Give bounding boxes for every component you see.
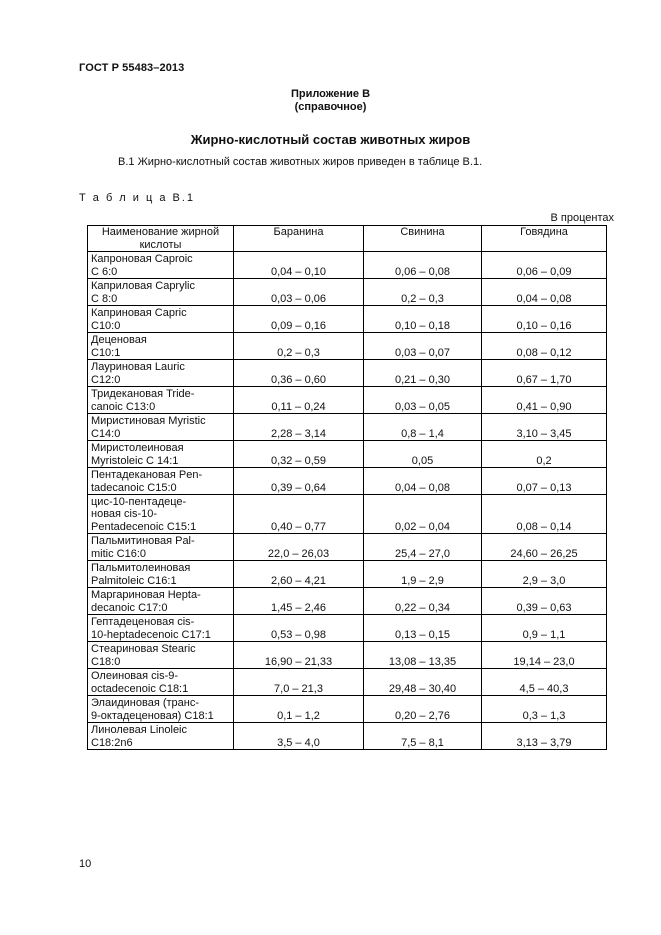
appendix-title: Приложение В [290, 88, 371, 100]
pork-value-cell: 0,05 [364, 441, 482, 468]
beef-value-cell: 19,14 – 23,0 [482, 642, 607, 669]
table-row [88, 588, 607, 615]
pork-value-cell: 25,4 – 27,0 [364, 534, 482, 561]
acid-name-cell: Пальмитолеиновая Palmitoleic C16:1 [88, 561, 234, 588]
column-header-beef: Говядина [482, 226, 607, 252]
beef-value-cell: 0,2 [482, 441, 607, 468]
intro-paragraph: В.1 Жирно-кислотный состав животных жиров приведен в таблице В.1. [118, 156, 483, 168]
acid-name-cell: Пальмитиновая Pal- mitic C16:0 [88, 534, 234, 561]
table-row [88, 534, 607, 561]
beef-value-cell: 0,3 – 1,3 [482, 696, 607, 723]
lamb-value-cell: 0,2 – 0,3 [234, 333, 364, 360]
pork-value-cell: 0,20 – 2,76 [364, 696, 482, 723]
lamb-value-cell: 22,0 – 26,03 [234, 534, 364, 561]
section-title: Жирно-кислотный состав животных жиров [190, 132, 471, 147]
beef-value-cell: 0,06 – 0,09 [482, 252, 607, 279]
table-row [88, 414, 607, 441]
table-row [88, 669, 607, 696]
page-number: 10 [79, 858, 92, 870]
document-header: ГОСТ Р 55483–2013 [79, 62, 185, 74]
acid-name-cell: Деценовая C10:1 [88, 333, 234, 360]
acid-name-cell: Маргариновая Hepta- decanoic C17:0 [88, 588, 234, 615]
lamb-value-cell: 7,0 – 21,3 [234, 669, 364, 696]
lamb-value-cell: 0,03 – 0,06 [234, 279, 364, 306]
pork-value-cell: 0,10 – 0,18 [364, 306, 482, 333]
lamb-value-cell: 2,60 – 4,21 [234, 561, 364, 588]
lamb-value-cell: 0,04 – 0,10 [234, 252, 364, 279]
table-row [88, 495, 607, 534]
acid-name-cell: Гептадеценовая cis- 10-heptadecenoic C17:1 [88, 615, 234, 642]
pork-value-cell: 0,03 – 0,05 [364, 387, 482, 414]
lamb-value-cell: 2,28 – 3,14 [234, 414, 364, 441]
acid-name-cell: Каприловая Caprylic C 8:0 [88, 279, 234, 306]
pork-value-cell: 0,22 – 0,34 [364, 588, 482, 615]
table-row [88, 441, 607, 468]
beef-value-cell: 3,13 – 3,79 [482, 723, 607, 750]
lamb-value-cell: 3,5 – 4,0 [234, 723, 364, 750]
pork-value-cell: 7,5 – 8,1 [364, 723, 482, 750]
beef-value-cell: 3,10 – 3,45 [482, 414, 607, 441]
table-row [88, 642, 607, 669]
column-header-pork: Свинина [364, 226, 482, 252]
pork-value-cell: 13,08 – 13,35 [364, 642, 482, 669]
table-row [88, 468, 607, 495]
table-row [88, 723, 607, 750]
pork-value-cell: 0,13 – 0,15 [364, 615, 482, 642]
table-row [88, 333, 607, 360]
lamb-value-cell: 1,45 – 2,46 [234, 588, 364, 615]
beef-value-cell: 0,07 – 0,13 [482, 468, 607, 495]
beef-value-cell: 4,5 – 40,3 [482, 669, 607, 696]
acid-name-cell: Миристиновая Myristic C14:0 [88, 414, 234, 441]
beef-value-cell: 0,08 – 0,12 [482, 333, 607, 360]
pork-value-cell: 29,48 – 30,40 [364, 669, 482, 696]
acid-name-cell: Стеариновая Stearic C18:0 [88, 642, 234, 669]
appendix-heading [0, 88, 661, 114]
table-header-row [88, 226, 607, 252]
table-caption: Т а б л и ц а В.1 [79, 192, 196, 204]
acid-name-cell: Капроновая Caproic C 6:0 [88, 252, 234, 279]
column-header-acid: Наименование жирной кислоты [88, 226, 234, 252]
unit-note: В процентах [550, 212, 614, 224]
lamb-value-cell: 0,09 – 0,16 [234, 306, 364, 333]
lamb-value-cell: 0,39 – 0,64 [234, 468, 364, 495]
table-row [88, 279, 607, 306]
lamb-value-cell: 0,53 – 0,98 [234, 615, 364, 642]
beef-value-cell: 0,41 – 0,90 [482, 387, 607, 414]
lamb-value-cell: 0,32 – 0,59 [234, 441, 364, 468]
table-row [88, 387, 607, 414]
acid-name-cell: Лауриновая Lauric C12:0 [88, 360, 234, 387]
pork-value-cell: 0,04 – 0,08 [364, 468, 482, 495]
lamb-value-cell: 0,1 – 1,2 [234, 696, 364, 723]
acid-name-cell: Линолевая Linoleic C18:2n6 [88, 723, 234, 750]
beef-value-cell: 0,67 – 1,70 [482, 360, 607, 387]
table-row [88, 252, 607, 279]
pork-value-cell: 0,06 – 0,08 [364, 252, 482, 279]
pork-value-cell: 0,21 – 0,30 [364, 360, 482, 387]
fatty-acid-table [87, 225, 607, 750]
acid-name-cell: Олеиновая cis-9- octadecenoic C18:1 [88, 669, 234, 696]
beef-value-cell: 0,9 – 1,1 [482, 615, 607, 642]
lamb-value-cell: 0,40 – 0,77 [234, 495, 364, 534]
column-header-lamb: Баранина [234, 226, 364, 252]
acid-name-cell: Элаидиновая (транс- 9-октадеценовая) C18:1 [88, 696, 234, 723]
acid-name-cell: Тридекановая Tride- canoic C13:0 [88, 387, 234, 414]
table-row [88, 561, 607, 588]
lamb-value-cell: 16,90 – 21,33 [234, 642, 364, 669]
pork-value-cell: 0,02 – 0,04 [364, 495, 482, 534]
beef-value-cell: 2,9 – 3,0 [482, 561, 607, 588]
acid-name-cell: Каприновая Capric C10:0 [88, 306, 234, 333]
beef-value-cell: 0,08 – 0,14 [482, 495, 607, 534]
lamb-value-cell: 0,11 – 0,24 [234, 387, 364, 414]
pork-value-cell: 0,2 – 0,3 [364, 279, 482, 306]
acid-name-cell: цис-10-пентадеце- новая cis-10- Pentadecenoic C15:1 [88, 495, 234, 534]
acid-name-cell: Пентадекановая Pen- tadecanoic C15:0 [88, 468, 234, 495]
pork-value-cell: 0,03 – 0,07 [364, 333, 482, 360]
beef-value-cell: 0,39 – 0,63 [482, 588, 607, 615]
table-row [88, 696, 607, 723]
beef-value-cell: 0,04 – 0,08 [482, 279, 607, 306]
beef-value-cell: 0,10 – 0,16 [482, 306, 607, 333]
table-row [88, 615, 607, 642]
beef-value-cell: 24,60 – 26,25 [482, 534, 607, 561]
table-row [88, 306, 607, 333]
table-row [88, 360, 607, 387]
lamb-value-cell: 0,36 – 0,60 [234, 360, 364, 387]
acid-name-cell: Миристолеиновая Myristoleic C 14:1 [88, 441, 234, 468]
pork-value-cell: 1,9 – 2,9 [364, 561, 482, 588]
pork-value-cell: 0,8 – 1,4 [364, 414, 482, 441]
appendix-subtitle: (справочное) [294, 101, 367, 113]
